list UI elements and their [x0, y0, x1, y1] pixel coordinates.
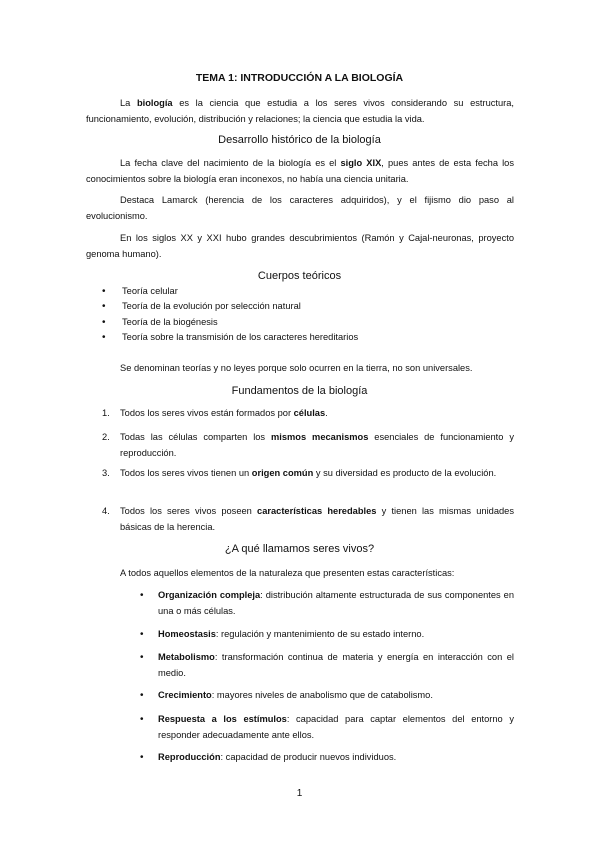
text: : capacidad de producir nuevos individuos. — [220, 752, 397, 762]
text: Todos los seres vivos tienen un — [120, 468, 252, 478]
seres-vivos-lead: A todos aquellos elementos de la naturaleza que presenten estas características: — [120, 568, 455, 578]
text: : distribución altamente estructurada de sus componentes en una o más células. — [158, 590, 514, 616]
desarrollo-paragraph-1 — [86, 156, 514, 187]
item-number: 2. — [102, 432, 110, 442]
heading-desarrollo: Desarrollo histórico de la biología — [218, 134, 381, 146]
feature-item-5 — [140, 712, 514, 743]
bold-text: mismos mecanismos — [271, 432, 369, 442]
text: esenciales de funcionamiento y reproducción. — [120, 432, 514, 458]
feature-item-2 — [140, 627, 514, 643]
text: : transformación continua de materia y energía en interacción con el medio. — [158, 652, 514, 678]
heading-seres-vivos: ¿A qué llamamos seres vivos? — [224, 543, 375, 555]
item-number: 4. — [102, 506, 110, 516]
text: Todos los seres vivos están formados por — [120, 408, 294, 418]
theories-list — [104, 284, 504, 345]
list-item: • Teoría de la evolución por selección natural — [104, 299, 504, 314]
item-number: 1. — [102, 408, 110, 418]
feature-item-6 — [140, 750, 514, 766]
text: : capacidad para captar elementos del entorno y responder adecuadamente ante ellos. — [158, 714, 514, 740]
text: Todos los seres vivos poseen — [120, 506, 258, 516]
feature-item-3 — [140, 650, 514, 681]
intro-text-2: es la ciencia que estudia a los seres vivos considerando su estructura, funcionamiento, evolución, distribución y relaciones; la ciencia que estudia la vida. — [86, 98, 514, 124]
bold-text: características heredables — [257, 506, 377, 516]
bullet-icon: • — [140, 714, 144, 725]
heading-cuerpos-teoricos: Cuerpos teóricos — [257, 270, 342, 282]
item-number: 3. — [102, 468, 110, 478]
bullet-icon: • — [140, 590, 144, 601]
bullet-icon: • — [140, 652, 144, 663]
bold-text: siglo XIX — [340, 158, 382, 168]
text: , pues antes de esta fecha los conocimientos sobre la biología eran inconexos, no había una ciencia unitaria. — [86, 158, 514, 184]
list-item: • Teoría celular — [104, 284, 504, 299]
intro-paragraph — [86, 96, 514, 127]
text: Todas las células comparten los — [120, 432, 271, 442]
text: : mayores niveles de anabolismo que de catabolismo. — [211, 690, 433, 700]
bold-text: Metabolismo — [158, 652, 215, 662]
text: y su diversidad es producto de la evolución. — [313, 468, 497, 478]
list-item: • Teoría sobre la transmisión de los caracteres hereditarios — [104, 330, 504, 345]
bold-text: Homeostasis — [158, 629, 216, 639]
desarrollo-paragraph-2: Destaca Lamarck (herencia de los caracteres adquiridos), y el fijismo dio paso al evolucionismo. — [86, 195, 514, 221]
fundamento-item-4 — [102, 504, 514, 535]
intro-bold: biología — [136, 98, 173, 108]
text: : regulación y mantenimiento de su estado interno. — [215, 629, 425, 639]
fundamento-item-2 — [102, 430, 514, 461]
desarrollo-paragraph-3: En los siglos XX y XXI hubo grandes descubrimientos (Ramón y Cajal-neuronas, proyecto genoma humano). — [86, 233, 514, 259]
text: y tienen las mismas unidades básicas de la herencia. — [120, 506, 514, 532]
bold-text: Organización compleja — [158, 590, 261, 600]
bold-text: origen común — [251, 468, 314, 478]
intro-text-1: La — [120, 98, 137, 108]
heading-fundamentos: Fundamentos de la biología — [231, 385, 368, 397]
feature-item-1 — [140, 588, 514, 619]
theories-note: Se denominan teorías y no leyes porque solo ocurren en la tierra, no son universales. — [120, 363, 473, 373]
bold-text: Crecimiento — [158, 690, 212, 700]
bullet-icon: • — [140, 690, 144, 701]
fundamento-item-3 — [102, 466, 514, 482]
bullet-icon: • — [140, 752, 144, 763]
list-item: • Teoría de la biogénesis — [104, 315, 504, 330]
bold-text: células — [293, 408, 326, 418]
fundamento-item-1 — [102, 406, 514, 422]
bold-text: Respuesta a los estímulos — [158, 714, 287, 724]
text: La fecha clave del nacimiento de la biología es el — [120, 158, 341, 168]
text: . — [325, 408, 328, 418]
bullet-icon: • — [140, 629, 144, 640]
page-number: 1 — [296, 788, 303, 799]
page-title: TEMA 1: INTRODUCCIÓN A LA BIOLOGÍA — [195, 72, 404, 84]
feature-item-4 — [140, 688, 514, 704]
bold-text: Reproducción — [158, 752, 221, 762]
